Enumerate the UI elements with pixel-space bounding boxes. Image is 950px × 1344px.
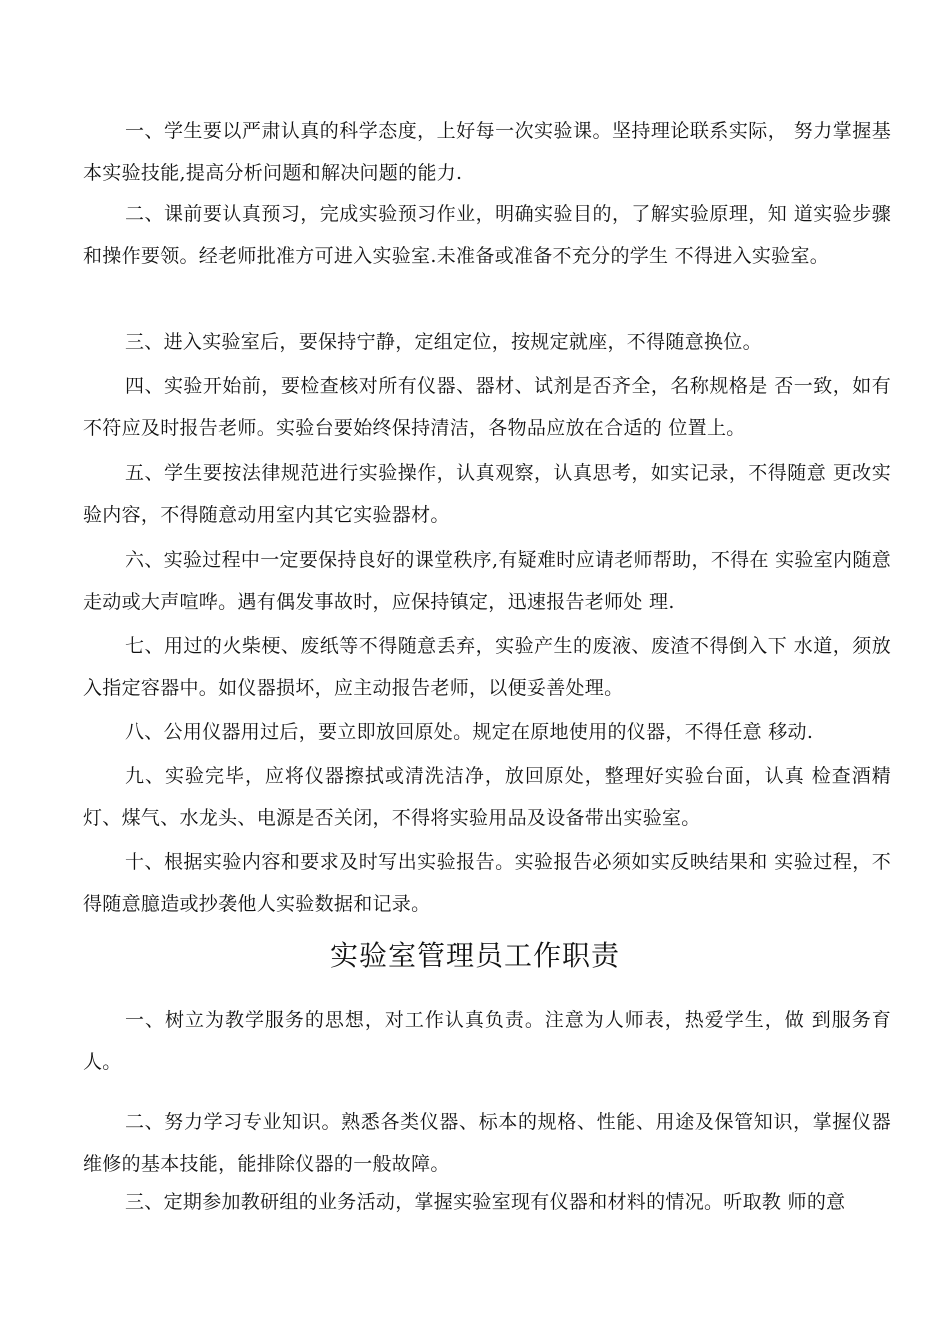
rule-3: 三、进入实验室后，要保持宁静，定组定位，按规定就座，不得随意换位。 <box>125 331 762 353</box>
rule-8: 八、公用仪器用过后，要立即放回原处。规定在原地使用的仪器，不得任意 移动. <box>125 721 814 743</box>
rule-10: 十、根据实验内容和要求及时写出实验报告。实验报告必须如实反映结果和 实验过程，不得随意臆造或抄袭他人实验数据和记录。 <box>83 851 891 915</box>
rule-2: 二、课前要认真预习，完成实验预习作业，明确实验目的，了解实验原理，知 道实验步骤和操作要领。经老师批准方可进入实验室.未准备或准备不充分的学生 不得进入实验室。 <box>83 203 891 267</box>
rule-1: 一、学生要以严肃认真的科学态度，上好每一次实验课。坚持理论联系实际， 努力掌握基本实验技能,提高分析问题和解决问题的能力. <box>83 120 891 184</box>
rule-4: 四、实验开始前，要检查核对所有仪器、器材、试剂是否齐全，名称规格是 否一致，如有不符应及时报告老师。实验台要始终保持清洁，各物品应放在合适的 位置上。 <box>83 375 891 439</box>
rule-9: 九、实验完毕，应将仪器擦拭或清洗洁净，放回原处，整理好实验台面，认真 检查酒精灯、煤气、水龙头、电源是否关闭，不得将实验用品及设备带出实验室。 <box>83 765 891 829</box>
section-title: 实验室管理员工作职责 <box>329 939 620 972</box>
rule-6: 六、实验过程中一定要保持良好的课堂秩序,有疑难时应请老师帮助，不得在 实验室内随意走动或大声喧哗。遇有偶发事故时，应保持镇定，迅速报告老师处 理. <box>83 549 891 613</box>
rule-7: 七、用过的火柴梗、废纸等不得随意丢弃，实验产生的废液、废渣不得倒入下 水道，须放入指定容器中。如仪器损坏，应主动报告老师，以便妥善处理。 <box>83 635 891 699</box>
duty-1: 一、树立为教学服务的思想，对工作认真负责。注意为人师表，热爱学生，做 到服务育人。 <box>83 1009 891 1073</box>
rule-5: 五、学生要按法律规范进行实验操作，认真观察，认真思考，如实记录，不得随意 更改实验内容，不得随意动用室内其它实验器材。 <box>83 462 891 526</box>
duty-3: 三、定期参加教研组的业务活动，掌握实验室现有仪器和材料的情况。听取教 师的意 <box>125 1191 846 1213</box>
duty-2: 二、努力学习专业知识。熟悉各类仪器、标本的规格、性能、用途及保管知识，掌握仪器维修的基本技能，能排除仪器的一般故障。 <box>83 1111 891 1175</box>
